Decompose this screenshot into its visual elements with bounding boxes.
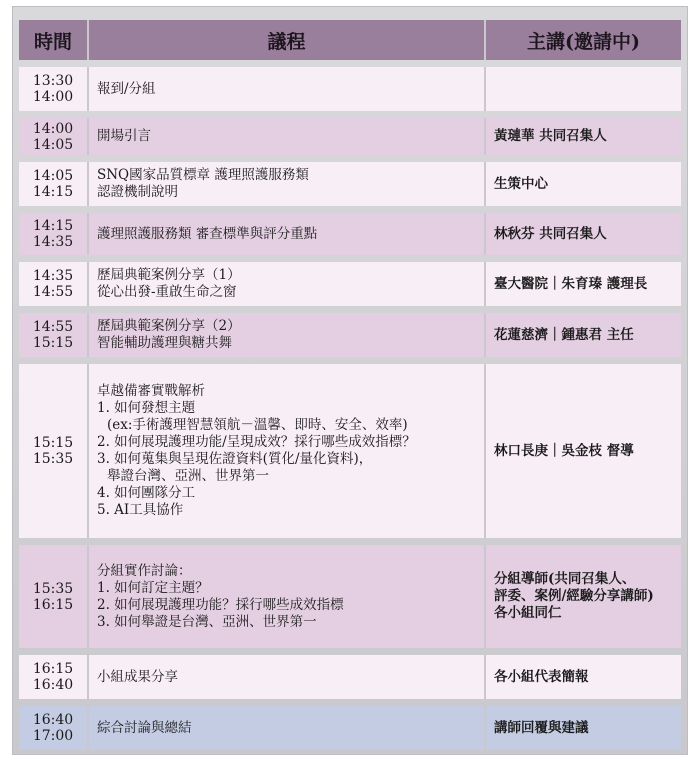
time-end: 14:35	[32, 234, 74, 250]
speaker-line: 黃璉華 共同召集人	[494, 128, 607, 144]
agenda-line: 5. AI工具協作	[97, 502, 184, 518]
header-time: 時間	[19, 20, 89, 60]
time-start: 14:05	[32, 168, 74, 184]
speaker-cell	[486, 67, 681, 111]
speaker-cell	[486, 313, 681, 357]
agenda-line: 智能輔助護理與糖共舞	[97, 335, 232, 351]
agenda-cell	[89, 545, 486, 648]
agenda-row	[19, 262, 681, 306]
time-cell	[19, 118, 89, 155]
time-start: 14:15	[32, 218, 74, 234]
agenda-line: 開場引言	[97, 128, 151, 144]
speaker-cell	[486, 262, 681, 306]
speaker-cell	[486, 706, 681, 750]
speaker-cell	[486, 655, 681, 699]
time-start: 16:15	[32, 661, 74, 677]
agenda-line: 從心出發-重啟生命之窗	[97, 284, 237, 300]
agenda-line: 卓越備審實戰解析	[97, 383, 205, 399]
time-cell	[19, 262, 89, 306]
agenda-line: 2. 如何展現護理功能？採行哪些成效指標	[97, 596, 344, 613]
agenda-cell	[89, 364, 486, 538]
time-start: 14:00	[32, 120, 74, 137]
time-start: 15:35	[32, 580, 74, 597]
agenda-row	[19, 706, 681, 750]
agenda-cell	[89, 67, 486, 111]
agenda-table	[19, 13, 681, 757]
speaker-line: 分組導師(共同召集人、	[494, 571, 636, 587]
time-cell	[19, 364, 89, 538]
agenda-line: SNQ國家品質標章 護理照護服務類	[97, 167, 309, 183]
agenda-row	[19, 545, 681, 648]
agenda-line: 2. 如何展現護理功能/呈現成效？採行哪些成效指標？	[97, 434, 416, 450]
time-cell	[19, 655, 89, 699]
speaker-cell	[486, 364, 681, 538]
agenda-cell	[89, 655, 486, 699]
time-cell	[19, 545, 89, 648]
speaker-line: 臺大醫院｜朱育瑧 護理長	[494, 275, 648, 292]
speaker-line: 各小組代表簡報	[494, 668, 589, 685]
speaker-line: 各小組同仁	[494, 605, 562, 621]
speaker-line: 林口長庚｜吳金枝 督導	[494, 442, 634, 459]
time-end: 15:15	[32, 335, 74, 351]
time-start: 15:15	[32, 435, 74, 451]
time-end: 14:15	[32, 184, 74, 200]
agenda-row	[19, 213, 681, 255]
header-row	[19, 20, 681, 60]
agenda-line: 認證機制說明	[97, 184, 178, 200]
agenda-cell	[89, 313, 486, 357]
speaker-line: 評委、案例/經驗分享講師)	[494, 588, 654, 604]
speaker-line: 林秋芬 共同召集人	[494, 225, 607, 242]
header-speaker: 主講(邀請中)	[486, 20, 681, 60]
agenda-cell	[89, 213, 486, 255]
speaker-cell	[486, 118, 681, 155]
agenda-line: 護理照護服務類 審查標準與評分重點	[97, 225, 318, 242]
agenda-row	[19, 118, 681, 155]
agenda-line: (ex:手術護理智慧領航－溫馨、即時、安全、效率)	[107, 417, 408, 433]
header-agenda: 議程	[89, 20, 486, 60]
agenda-line: 綜合討論與總結	[97, 719, 192, 736]
speaker-cell	[486, 213, 681, 255]
time-cell	[19, 213, 89, 255]
time-cell	[19, 162, 89, 206]
agenda-cell	[89, 262, 486, 306]
time-end: 17:00	[32, 728, 74, 744]
time-start: 14:55	[32, 319, 74, 335]
agenda-cell	[89, 706, 486, 750]
speaker-line: 講師回覆與建議	[494, 719, 589, 736]
speaker-cell	[486, 162, 681, 206]
agenda-line: 1. 如何發想主題	[97, 400, 196, 416]
agenda-row	[19, 313, 681, 357]
agenda-row	[19, 655, 681, 699]
time-end: 16:40	[32, 677, 74, 693]
speaker-line: 生策中心	[494, 175, 548, 192]
agenda-frame	[12, 6, 688, 755]
agenda-row	[19, 364, 681, 538]
agenda-line: 1. 如何訂定主題？	[97, 579, 209, 596]
time-cell	[19, 67, 89, 111]
time-end: 14:55	[32, 284, 74, 300]
time-end: 14:00	[32, 89, 74, 105]
time-cell	[19, 706, 89, 750]
agenda-cell	[89, 118, 486, 155]
time-end: 14:05	[32, 136, 74, 153]
agenda-line: 歷屆典範案例分享（2）	[97, 318, 241, 334]
agenda-line: 舉證台灣、亞洲、世界第一	[107, 468, 269, 484]
agenda-line: 小組成果分享	[97, 668, 178, 685]
agenda-row	[19, 67, 681, 111]
time-start: 14:35	[32, 268, 74, 284]
agenda-line: 3. 如何蒐集與呈現佐證資料(質化/量化資料)，	[97, 451, 373, 467]
agenda-line: 分組實作討論：	[97, 562, 192, 579]
agenda-line: 3. 如何舉證是台灣、亞洲、世界第一	[97, 613, 317, 630]
agenda-row	[19, 162, 681, 206]
time-start: 16:40	[32, 712, 74, 728]
agenda-line: 4. 如何團隊分工	[97, 485, 196, 501]
time-cell	[19, 313, 89, 357]
time-end: 16:15	[32, 596, 74, 613]
speaker-cell	[486, 545, 681, 648]
agenda-line: 歷屆典範案例分享（1）	[97, 267, 241, 283]
agenda-line: 報到/分組	[97, 80, 156, 97]
agenda-cell	[89, 162, 486, 206]
time-end: 15:35	[32, 451, 74, 467]
speaker-line: 花蓮慈濟｜鍾惠君 主任	[494, 326, 634, 343]
time-start: 13:30	[32, 73, 74, 89]
